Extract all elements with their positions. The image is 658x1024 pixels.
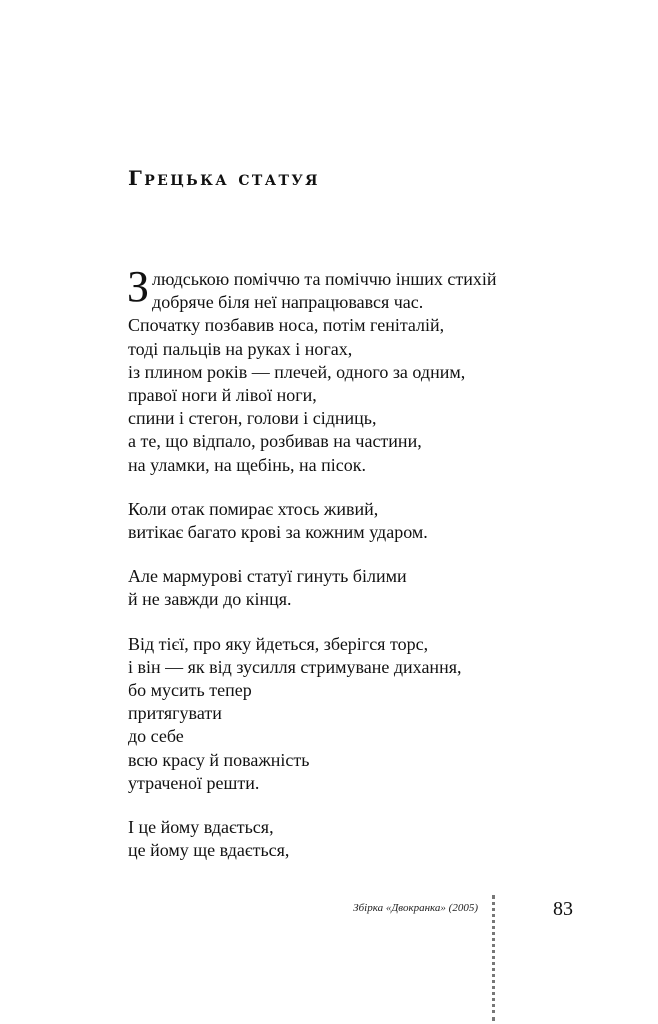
- poem-line: І це йому вдається,: [128, 817, 274, 838]
- poem-line: тоді пальців на руках і ногах,: [128, 338, 353, 359]
- poem-title: Грецька статуя: [128, 166, 320, 190]
- poem-line: на уламки, на щебінь, на пісок.: [128, 454, 367, 475]
- poem-line: Спочатку позбавив носа, потім геніталій,: [128, 315, 445, 336]
- poem-line: до себе: [128, 726, 184, 747]
- poem-line: Від тієї, про яку йдеться, зберігся торс,: [128, 633, 429, 654]
- poem-line: всю красу й поважність: [128, 749, 310, 770]
- poem-line: із плином років — плечей, одного за одним,: [128, 361, 466, 382]
- poem-body: [127, 262, 628, 883]
- poem-line: а те, що відпало, розбивав на частини,: [128, 431, 422, 452]
- poem-line: добряче біля неї напрацювався час.: [152, 292, 424, 313]
- poem-line: правої ноги й лівої ноги,: [128, 385, 317, 406]
- poem-line: витікає багато крові за кожним ударом.: [128, 522, 428, 543]
- page-number: 83: [553, 898, 573, 920]
- poem-line: і він — як від зусилля стримуване дихання,: [128, 656, 462, 677]
- poem-line: Коли отак помирає хтось живий,: [128, 498, 379, 519]
- stanza-3: [128, 565, 628, 611]
- stanza-4: [128, 633, 628, 795]
- poem-line: бо мусить тепер: [128, 680, 252, 701]
- poem-line: й не завжди до кінця.: [128, 589, 292, 610]
- footer-source: Збірка «Двокранка» (2005): [353, 902, 478, 914]
- poem-line: людською поміччю та поміччю інших стихій: [152, 269, 497, 289]
- poem-line: спини і стегон, голови і сідниць,: [128, 408, 377, 429]
- poem-line: утраченої решти.: [128, 772, 260, 793]
- poem-line: це йому ще вдається,: [128, 840, 290, 861]
- stanza-2: [128, 498, 628, 544]
- poem-line: Але мармурові статуї гинуть білими: [128, 566, 407, 587]
- stanza-5: [128, 816, 628, 862]
- stanza-1: [127, 262, 628, 477]
- drop-cap: З: [127, 262, 150, 311]
- dotted-divider: [492, 895, 495, 1021]
- poem-line: притягувати: [128, 703, 222, 724]
